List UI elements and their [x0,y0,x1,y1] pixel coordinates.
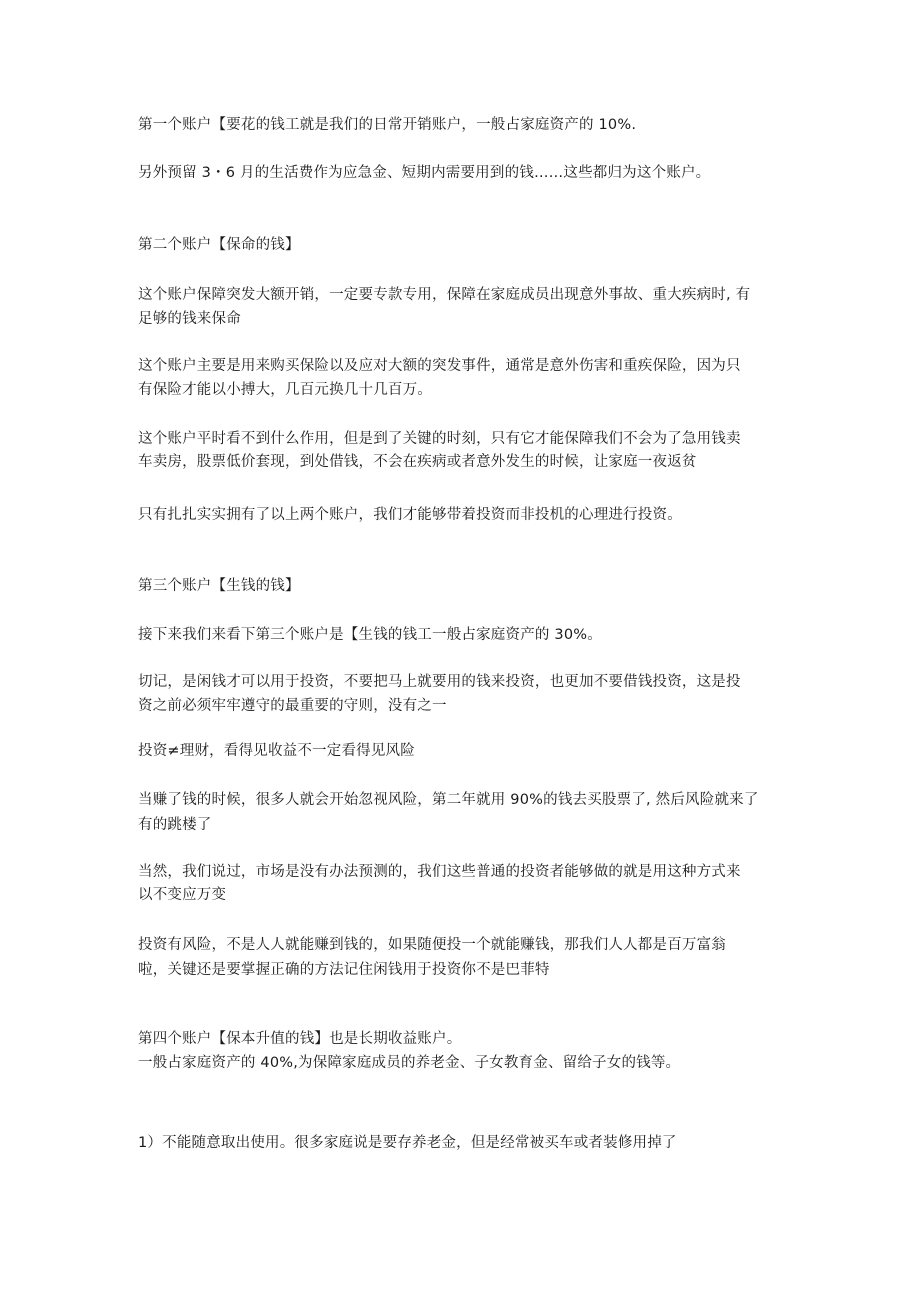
text-line: 啦，关键还是要掌握正确的方法记住闲钱用于投资你不是巴菲特 [138,962,550,978]
text-line: 只有扎扎实实拥有了以上两个账户，我们才能够带着投资而非投机的心理进行投资。 [138,507,682,523]
text-line: 资之前必须牢牢遵守的最重要的守则，没有之一 [138,698,447,714]
text-line: 接下来我们来看下第三个账户是【生钱的钱工一般占家庭资产的 30%。 [138,627,602,643]
text-line: 有保险才能以小搏大，几百元换几十几百万。 [138,382,432,398]
text-line: 另外预留 3・6 月的生活费作为应急金、短期内需要用到的钱……这些都归为这个账户。 [138,165,711,181]
text-line: 投资≠理财，看得见收益不一定看得见风险 [138,743,415,759]
text-line: 第一个账户【要花的钱工就是我们的日常开销账户，一般占家庭资产的 10%. [138,117,637,133]
text-line: 这个账户保障突发大额开销，一定要专款专用，保障在家庭成员出现意外事故、重大疾病时, 有 [138,287,751,303]
text-line: 一般占家庭资产的 40%,为保障家庭成员的养老金、子女教育金、留给子女的钱等。 [138,1055,681,1071]
section-heading: 第三个账户【生钱的钱】 [138,578,300,594]
text-line: 这个账户平时看不到什么作用，但是到了关键的时刻，只有它才能保障我们不会为了急用钱卖 [138,431,741,447]
section-heading: 第二个账户【保命的钱】 [138,237,300,253]
section-heading: 第四个账户【保本升值的钱】也是长期收益账户。 [138,1031,462,1047]
text-line: 有的跳楼了 [138,817,212,833]
text-line: 这个账户主要是用来购买保险以及应对大额的突发事件，通常是意外伤害和重疾保险，因为只 [138,358,741,374]
text-line: 当赚了钱的时候，很多人就会开始忽视风险，第二年就用 90%的钱去买股票了, 然后风险就来了 [138,792,759,808]
text-line: 投资有风险，不是人人就能赚到钱的，如果随便投一个就能赚钱，那我们人人都是百万富翁 [138,937,726,953]
text-line: 当然，我们说过，市场是没有办法预测的，我们这些普通的投资者能够做的就是用这种方式来 [138,864,741,880]
text-line: 足够的钱来保命 [138,311,241,327]
text-line: 以不变应万变 [138,887,227,903]
text-line: 切记，是闲钱才可以用于投资，不要把马上就要用的钱来投资，也更加不要借钱投资，这是投 [138,674,741,690]
list-item: 1）不能随意取出使用。很多家庭说是要存养老金，但是经常被买车或者装修用掉了 [138,1135,677,1151]
text-line: 车卖房，股票低价套现，到处借钱，不会在疾病或者意外发生的时候，让家庭一夜返贫 [138,454,697,470]
